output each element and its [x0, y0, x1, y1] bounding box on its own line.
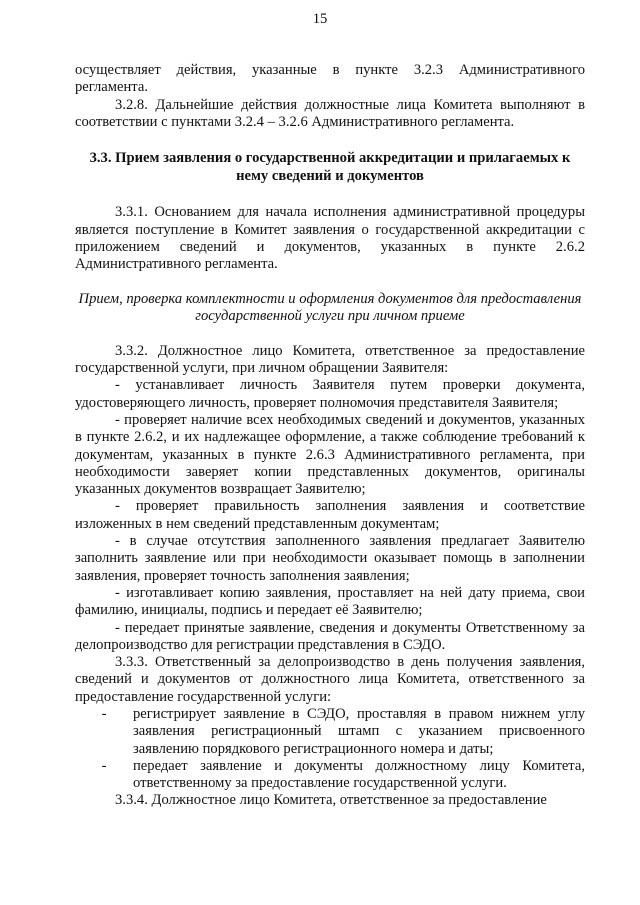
- dash-item-register: [75, 706, 585, 758]
- list-item-fill-application: - в случае отсутствия заполненного заявления предлагает Заявителю заполнить заявление или при необходимости оказывает помощь в заполнении заявления, проверяет точность заполнения заявления;: [75, 533, 585, 584]
- dash-item-handover: [75, 758, 585, 793]
- paragraph-3-3-3: 3.3.3. Ответственный за делопроизводство в день получения заявления, сведений и документов от должностного лица Комитета, ответственного за предоставление государственной услуги:: [75, 654, 585, 705]
- dash-marker: -: [101, 705, 107, 722]
- list-item-identity: - устанавливает личность Заявителя путем проверки документа, удостоверяющего личность, проверяет полномочия представителя Заявителя;: [75, 377, 585, 411]
- list-item-transfer: - передает принятые заявление, сведения и документы Ответственному за делопроизводство для регистрации представления в СЭДО.: [75, 619, 585, 653]
- paragraph-3-3-2: 3.3.2. Должностное лицо Комитета, ответственное за предоставление государственной услуги, при личном обращении Заявителя:: [75, 342, 585, 377]
- paragraph-continuation: осуществляет действия, указанные в пункте 3.2.3 Административного регламента.: [75, 62, 585, 96]
- paragraph-3-3-4: 3.3.4. Должностное лицо Комитета, ответственное за предоставление: [115, 792, 547, 809]
- section-heading-3-3: 3.3. Прием заявления о государственной аккредитации и прилагаемых к нему сведений и документов: [89, 150, 571, 184]
- dash-item-register-text: регистрирует заявление в СЭДО, проставляя в правом нижнем углу заявления регистрационный штамп с указанием присвоенного заявлению порядкового регистрационного номера и даты;: [133, 705, 585, 757]
- page-number: 15: [312, 11, 328, 27]
- list-item-check-correctness: - проверяет правильность заполнения заявления и соответствие изложенных в нем сведений представленным документам;: [75, 498, 585, 532]
- list-item-make-copy: - изготавливает копию заявления, проставляет на ней дату приема, свои фамилию, инициалы, подпись и передает её Заявителю;: [75, 584, 585, 619]
- dash-marker: -: [101, 757, 107, 774]
- dash-item-handover-text: передает заявление и документы должностному лицу Комитета, ответственному за предоставление государственной услуги.: [133, 757, 585, 792]
- paragraph-3-3-1: 3.3.1. Основанием для начала исполнения административной процедуры является поступление в Комитет заявления о государственной аккредитации с приложением сведений и документов, указанных в пункте 2.6.2 Административного регламента.: [75, 204, 585, 273]
- document-body: [75, 62, 585, 810]
- italic-subheading: Прием, проверка комплектности и оформления документов для предоставления государственной услуги при личном приеме: [78, 290, 582, 325]
- paragraph-3-2-8: 3.2.8. Дальнейшие действия должностные лица Комитета выполняют в соответствии с пунктами 3.2.4 – 3.2.6 Административного регламента.: [75, 96, 585, 130]
- list-item-check-documents: - проверяет наличие всех необходимых сведений и документов, указанных в пункте 2.6.2, и их надлежащее оформление, а также соблюдение требований к документам, указанных в пункте 2.6.3 Административного регламента, при необходимости заверяет копии представленных документов, оригиналы указанных документов возвращает Заявителю;: [75, 411, 585, 498]
